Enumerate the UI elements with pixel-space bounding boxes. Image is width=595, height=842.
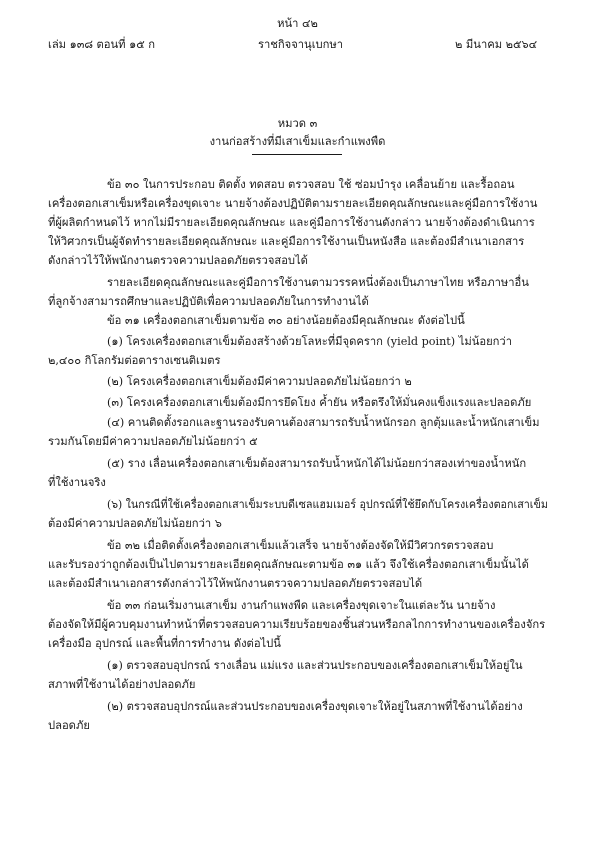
- text-line: ข้อ ๓๒ เมื่อติดตั้งเครื่องตอกเสาเข็มแล้วเสร็จ นายจ้างต้องจัดให้มีวิศวกรตรวจสอบ: [107, 539, 494, 552]
- publication-date: ๒ มีนาคม ๒๕๖๔: [455, 38, 538, 51]
- text-line: เครื่องมือ อุปกรณ์ และพื้นที่การทำงาน ดังต่อไปนี้: [48, 637, 281, 650]
- text-line: ที่ลูกจ้างสามารถศึกษาและปฏิบัติเพื่อความปลอดภัยในการทำงานได้: [48, 295, 369, 308]
- text-line: สภาพที่ใช้งานได้อย่างปลอดภัย: [48, 678, 196, 691]
- gazette-name: ราชกิจจานุเบกษา: [258, 38, 344, 51]
- text-line: และต้องมีสำเนาเอกสารดังกล่าวไว้ให้พนักงานตรวจความปลอดภัยตรวจสอบได้: [48, 577, 423, 590]
- text-line: ต้องมีค่าความปลอดภัยไม่น้อยกว่า ๖: [48, 517, 222, 530]
- text-line: (๖) ในกรณีที่ใช้เครื่องตอกเสาเข็มระบบดีเซลแฮมเมอร์ อุปกรณ์ที่ใช้ยึดกับโครงเครื่องตอกเสาเข็ม: [107, 498, 548, 511]
- text-line: (๒) โครงเครื่องตอกเสาเข็มต้องมีค่าความปลอดภัยไม่น้อยกว่า ๒: [107, 375, 412, 388]
- page-number: หน้า ๔๒: [277, 17, 318, 30]
- text-line: ดังกล่าวไว้ให้พนักงานตรวจความปลอดภัยตรวจสอบได้: [48, 254, 308, 267]
- text-line: (๑) ตรวจสอบอุปกรณ์ รางเลื่อน แม่แรง และส่วนประกอบของเครื่องตอกเสาเข็มให้อยู่ใน: [107, 659, 523, 672]
- text-line: ๒,๔๐๐ กิโลกรัมต่อตารางเซนติเมตร: [48, 354, 221, 367]
- chapter-number: หมวด ๓: [277, 117, 318, 130]
- text-line: (๒) ตรวจสอบอุปกรณ์และส่วนประกอบของเครื่องขุดเจาะให้อยู่ในสภาพที่ใช้งานได้อย่าง: [107, 700, 523, 713]
- text-line: รวมกันโดยมีค่าความปลอดภัยไม่น้อยกว่า ๕: [48, 435, 258, 448]
- chapter-divider: [252, 154, 342, 155]
- text-line: เครื่องตอกเสาเข็มหรือเครื่องขุดเจาะ นายจ้างต้องปฏิบัติตามรายละเอียดคุณลักษณะและคู่มือการใช้งาน: [48, 197, 538, 210]
- text-line: (๔) คานติดตั้งรอกและฐานรองรับคานต้องสามารถรับน้ำหนักรอก ลูกตุ้มและน้ำหนักเสาเข็ม: [107, 416, 540, 429]
- text-line: ปลอดภัย: [48, 719, 90, 732]
- text-line: ต้องจัดให้มีผู้ควบคุมงานทำหน้าที่ตรวจสอบความเรียบร้อยของชิ้นส่วนหรือกลไกการทำงานของเครื่องจักร: [48, 618, 546, 631]
- text-line: ที่ผู้ผลิตกำหนดไว้ หากไม่มีรายละเอียดคุณลักษณะ และคู่มือการใช้งานดังกล่าว นายจ้างต้องดำเนินการ: [48, 216, 535, 229]
- text-line: (๓) โครงเครื่องตอกเสาเข็มต้องมีการยึดโยง ค้ำยัน หรือตรึงให้มั่นคงแข็งแรงและปลอดภัย: [107, 396, 532, 409]
- text-line: ที่ใช้งานจริง: [48, 476, 106, 489]
- text-line: ข้อ ๓๓ ก่อนเริ่มงานเสาเข็ม งานกำแพงพืด และเครื่องขุดเจาะในแต่ละวัน นายจ้าง: [107, 599, 496, 612]
- text-line: และรับรองว่าถูกต้องเป็นไปตามรายละเอียดคุณลักษณะตามข้อ ๓๑ แล้ว จึงใช้เครื่องตอกเสาเข็มนั้นได้: [48, 558, 529, 571]
- text-line: (๕) ราง เลื่อนเครื่องตอกเสาเข็มต้องสามารถรับน้ำหนักได้ไม่น้อยกว่าสองเท่าของน้ำหนัก: [107, 457, 527, 470]
- text-line: รายละเอียดคุณลักษณะและคู่มือการใช้งานตามวรรคหนึ่งต้องเป็นภาษาไทย หรือภาษาอื่น: [107, 276, 529, 289]
- text-line: ข้อ ๓๑ เครื่องตอกเสาเข็มตามข้อ ๓๐ อย่างน้อยต้องมีคุณลักษณะ ดังต่อไปนี้: [107, 314, 465, 327]
- chapter-title: งานก่อสร้างที่มีเสาเข็มและกำแพงพืด: [209, 135, 386, 148]
- volume-issue: เล่ม ๑๓๘ ตอนที่ ๑๕ ก: [48, 38, 156, 51]
- text-line: (๑) โครงเครื่องตอกเสาเข็มต้องสร้างด้วยโลหะที่มีจุดคราก (yield point) ไม่น้อยกว่า: [107, 335, 512, 348]
- text-line: ให้วิศวกรเป็นผู้จัดทำรายละเอียดคุณลักษณะ และคู่มือการใช้งานเป็นหนังสือ และต้องมีสำเนาเอกสาร: [48, 235, 525, 248]
- text-line: ข้อ ๓๐ ในการประกอบ ติดตั้ง ทดสอบ ตรวจสอบ ใช้ ซ่อมบำรุง เคลื่อนย้าย และรื้อถอน: [107, 178, 515, 191]
